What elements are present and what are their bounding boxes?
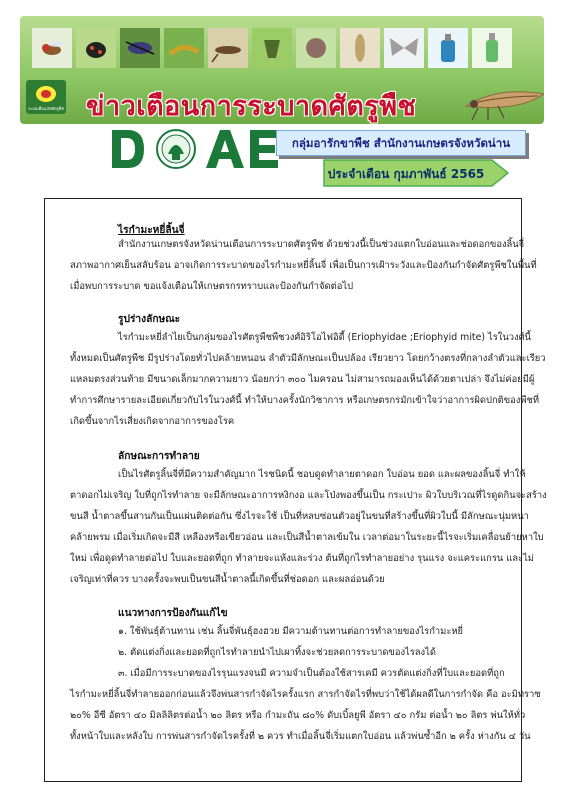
planthopper-icon [458, 72, 544, 124]
caterpillar-photo [164, 28, 204, 68]
grasshopper-photo [208, 28, 248, 68]
shape-line: เกิดขึ้นจากไรเสี่ยงเกิดจากอาการของโรค [70, 416, 235, 427]
pest-photo [296, 28, 336, 68]
damage-line: เป็นไรศัตรูลิ้นจี่ที่มีความสำคัญมาก ไรชนิดนี้ ชอบดูดทำลายตาดอก ใบอ่อน ยอด และผลของลิ้นจี่ ทำให้ [118, 469, 526, 480]
banner-title: ข่าวเตือนการระบาดศัตรูพืช [86, 91, 417, 122]
intro-line: สำนักงานเกษตรจังหวัดน่านเตือนการระบาดศัตรูพืช ด้วยช่วงนี้เป็นช่วงแตกใบอ่อนและช่อดอกของลิ้นจี่ [118, 239, 525, 250]
beetle-photo [120, 28, 160, 68]
shape-line: ทั้งหมดเป็นศัตรูพืช มีรูปร่างโดยทั่วไปคล้ายหนอน ลำตัวมีลักษณะเป็นปล้อง เรียวยาว โดยกว้างตรงที่กลางลำตัวและเรียว [70, 353, 546, 364]
article-title: ไรกำมะหยี่ลิ้นจี่ [118, 225, 185, 236]
office-name: กลุ่มอารักขาพืช สำนักงานเกษตรจังหวัดน่าน [291, 136, 511, 150]
control-line: ทั้งหน้าใบและหลังใบ การพ่นสารกำจัดไรครั้งที่ ๒ ควร ทำเมื่อลิ้นจี่เริ่มแตกใบอ่อน แล้วพ่นซ้ำอีก ๒ ครั้ง ห่างกัน ๔ วัน [70, 731, 531, 742]
intro-line: เมื่อพบการระบาด ขอแจ้งเตือนให้เกษตรกรทราบและป้องกันกำจัดต่อไป [70, 281, 354, 292]
office-box [276, 130, 526, 156]
chemical-bottle-photo [428, 28, 468, 68]
intro-line: สภาพอากาศเย็นสลับร้อน อาจเกิดการระบาดของไรกำมะหยี่ลิ้นจี่ เพื่อเป็นการเฝ้าระวังและป้องกันกำจัดศัตรูพืชในพื้นที่ [70, 260, 537, 271]
damage-line: ตาดอกไม่เจริญ ใบที่ถูกไรทำลาย จะมีลักษณะอาการหงิกงอ และโป่งพองขึ้นเป็น กระเปาะ ผิวใบบริเวณที่ไรดูดกินจะสร้าง [70, 490, 547, 501]
small-logo-text: ระบบเตือนภัยศัตรูพืช [27, 106, 65, 111]
moth-photo [384, 28, 424, 68]
shape-line: ไรกำมะหยี่ลำไยเป็นกลุ่มของไรศัตรูพืชพืชวงศ์อิริโอไฟอิดี้ (Eriophyidae ;Eriophyid mite) ไรในวงศ์นี้ [118, 332, 531, 343]
control-line: ๒๐% อีซี อัตรา ๔๐ มิลลิลิตรต่อน้ำ ๒๐ ลิตร หรือ กำมะถัน ๘๐% ดับเบิ้ลยูพี อัตรา ๔๐ กรัม ต่อน้ำ ๒๐ ลิตร พ่นให้ทั่ว [70, 710, 526, 721]
fruit-fly-photo [32, 28, 72, 68]
doae-logo [110, 126, 282, 172]
damage-line: เจริญเท่าที่ควร บางครั้งจะพบเป็นขนสีน้ำตาลนี้เกิดขึ้นที่ช่อดอก และผลอ่อนด้วย [70, 574, 385, 585]
stink-bug-photo [252, 28, 292, 68]
header-banner [20, 16, 544, 124]
pupa-photo [340, 28, 380, 68]
shape-line: ทำการศึกษารายละเอียดเกี่ยวกับไรในวงศ์นี้ ทำให้บางครั้งนักวิชาการ หรือเกษตรกรมักเข้าใจว่าอาการผิดปกติของพืชที่ [70, 395, 540, 406]
control-line: ไรกำมะหยี่ลิ้นจี่ทำลายออกก่อนแล้วจึงพ่นสารกำจัดไรครั้งแรก สารกำจัดไรที่พบว่าใช้ได้ผลดีในการกำจัด คือ อะมิทราซ [70, 689, 541, 700]
control-item: ๑. ใช้พันธุ์ต้านทาน เช่น ลิ้นจี่พันธุ์ฮงฮวย มีความต้านทานต่อการทำลายของไรกำมะหยี่ [118, 626, 464, 637]
control-heading: แนวทางการป้องกันแก้ไข [118, 608, 228, 619]
control-item: ๓. เมื่อมีการระบาดของไรรุนแรงจนมี ความจำเป็นต้องใช้สารเคมี ควรตัดแต่งกิ่งที่ใบและยอดที่ถูก [118, 668, 505, 679]
damage-line: ใหม่ เพื่อดูดทำลายต่อไป ใบและยอดที่ถูก ทำลายจะแห้งและร่วง ต้นที่ถูกไรทำลายอย่าง รุนแรง จะแคระแกรน และไม่ [70, 553, 534, 564]
control-item: ๒. ตัดแต่งกิ่งและยอดที่ถูกไรทำลายนำไปเผาทิ้งจะช่วยลดการระบาดของไรลงได้ [118, 647, 436, 658]
damage-line: ขนสี น้ำตาลขึ้นสานกันเป็นแผ่นติดต่อกัน ซึ่งไรจะใช้ เป็นที่หลบซ่อนตัวอยู่ในขนที่สร้างขึ้นที่ผิวใบนี้ มีลักษณะนุ่มหนา [70, 511, 529, 522]
small-logo [26, 80, 66, 114]
damage-line: คล้ายพรม เมื่อเริ่มเกิดจะมีสี เหลืองหรือเขียวอ่อน และเป็นสีน้ำตาลเข้มใน เวลาต่อมาในระยะนี้ไรจะเริ่มเคลื่อนย้ายหาใบ [70, 532, 544, 543]
issue-date: ประจำเดือน กุมภาพันธ์ 2565 [327, 167, 485, 181]
ladybug-photo [76, 28, 116, 68]
shape-heading: รูปร่างลักษณะ [118, 314, 181, 325]
damage-heading: ลักษณะการทำลาย [118, 451, 200, 462]
shape-line: แหลมตรงส่วนท้าย มีขนาดเล็กมากความยาว น้อยกว่า ๓๐๐ ไมครอน ไม่สามารถมองเห็นได้ด้วยตาเปล่า จึงไม่ค่อยมีผู้ [70, 374, 535, 385]
spray-bottle-photo [472, 28, 512, 68]
